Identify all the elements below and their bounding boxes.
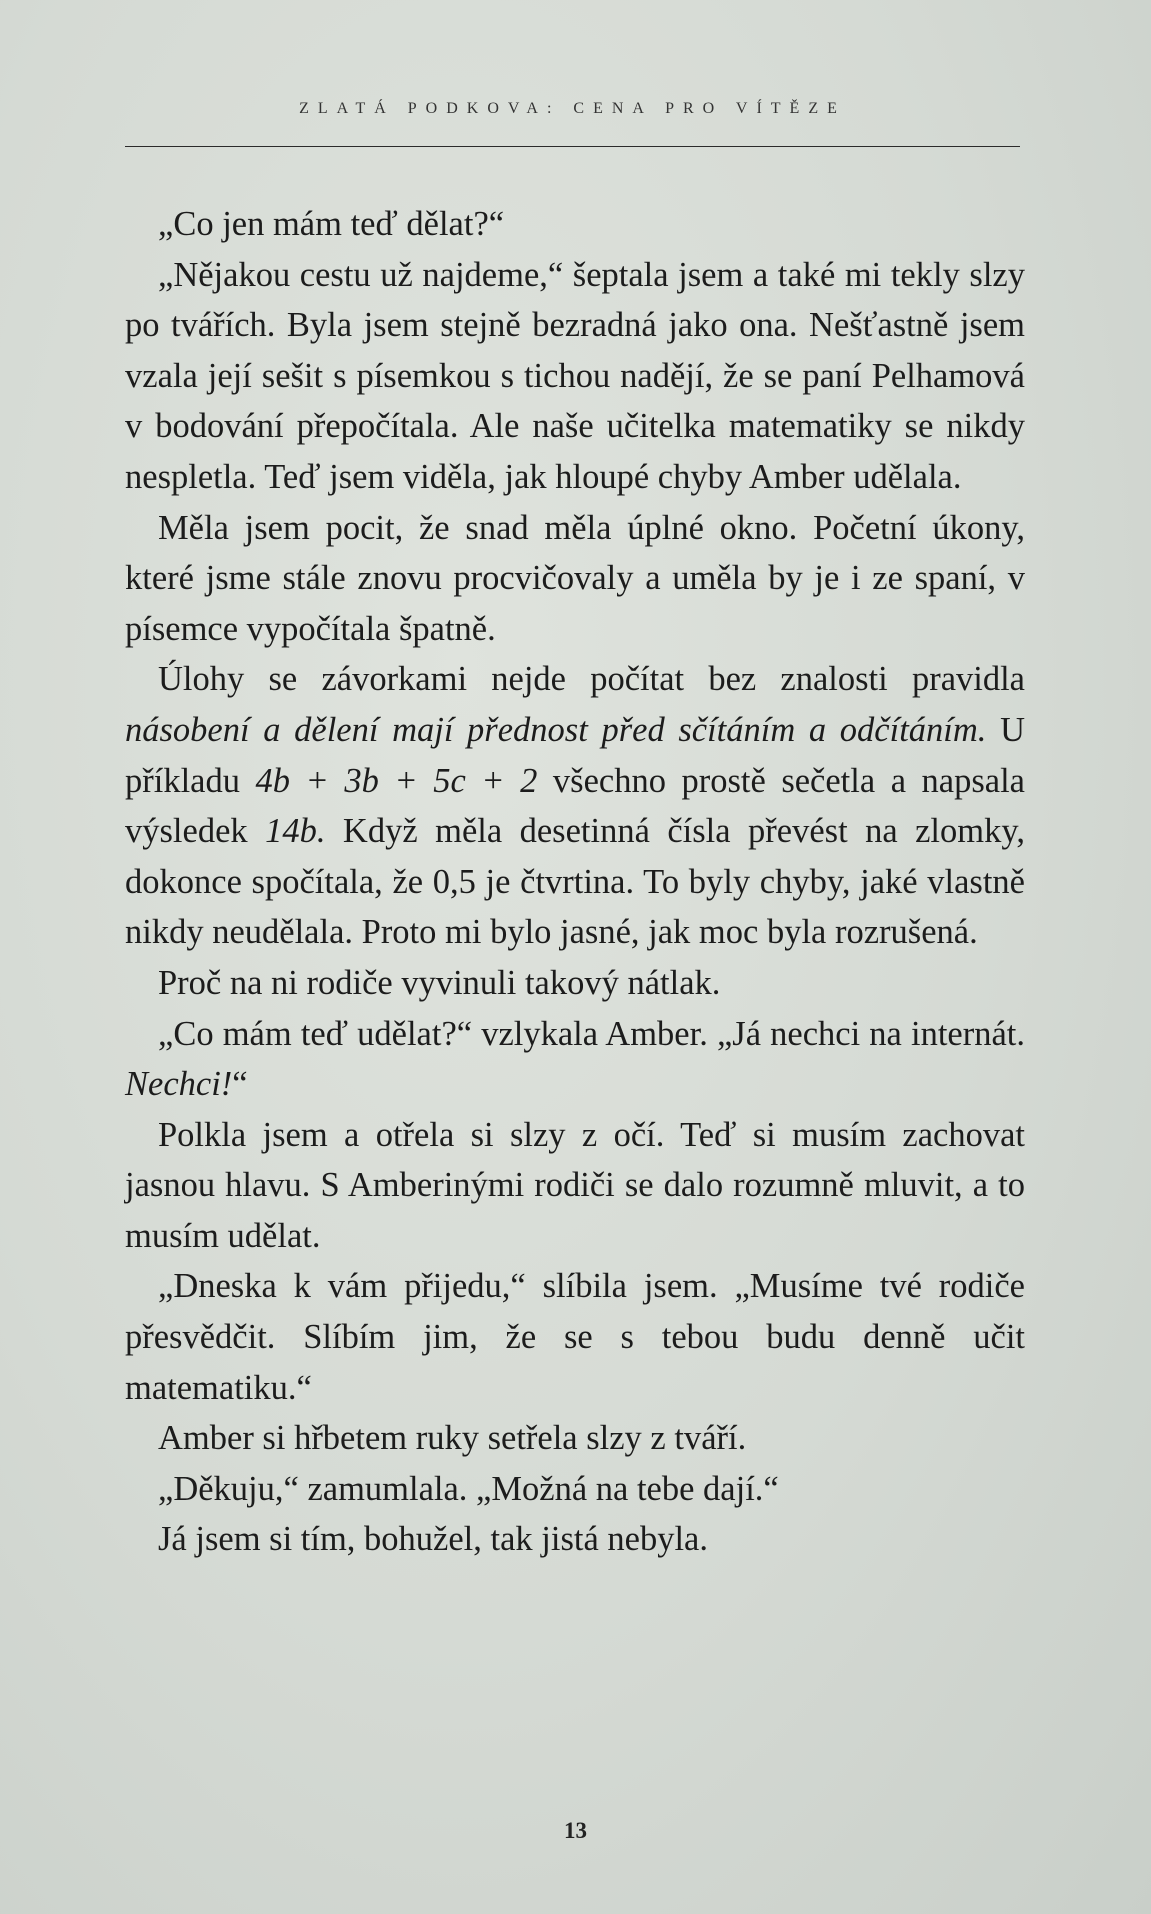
paragraph-4-text-a: Úlohy se závorkami nejde počítat bez znalosti pravidla <box>158 660 1025 699</box>
paragraph-7: Polkla jsem a otřela si slzy z očí. Teď si musím zachovat jasnou hlavu. S Amberinými rodiči se dalo rozumně mluvit, a to musím udělat. <box>125 1115 1025 1255</box>
paragraph-10: „Děkuju,“ zamumlala. „Možná na tebe dají.“ <box>158 1469 779 1508</box>
paragraph-4-text-g: Když měla desetinná čísla převést na zlomky, dokonce spočítala, že 0,5 je čtvrtina. To byly chyby, jaké vlastně nikdy neudělala. Proto mi bylo jasné, jak moc byla rozrušená. <box>125 812 1025 952</box>
paragraph-9: Amber si hřbetem ruky setřela slzy z tváří. <box>158 1419 747 1458</box>
page-number: 13 <box>564 1818 587 1843</box>
paragraph-6-text-a: „Co mám teď udělat?“ vzlykala Amber. „Já nechci na internát. <box>158 1014 1025 1053</box>
body-text <box>125 199 1025 1565</box>
paragraph-4 <box>125 654 1025 958</box>
header-rule <box>125 146 1020 147</box>
paragraph-6 <box>125 1009 1025 1110</box>
paragraph-4-text-c: U příkladu <box>125 710 1025 800</box>
paragraph-11: Já jsem si tím, bohužel, tak jistá nebyla. <box>158 1520 708 1559</box>
paragraph-6-italic: Nechci! <box>125 1065 233 1104</box>
paragraph-4-expression: 4b + 3b + 5c + 2 <box>255 761 538 800</box>
paragraph-4-text-e: všechno prostě sečetla a napsala výsledek <box>125 761 1025 851</box>
paragraph-4-rule-italic: násobení a dělení mají přednost před sčítáním a odčítáním. <box>125 710 987 749</box>
paragraph-1: „Co jen mám teď dělat?“ <box>158 205 505 243</box>
paragraph-3: Měla jsem pocit, že snad měla úplné okno. Početní úkony, které jsme stále znovu procvičovaly a uměla by je i ze spaní, v písemce vypočítala špatně. <box>125 508 1025 648</box>
paragraph-4-result: 14b. <box>265 812 326 851</box>
paragraph-8: „Dneska k vám přijedu,“ slíbila jsem. „Musíme tvé rodiče přesvědčit. Slíbím jim, že se s tebou budu denně učit matematiku.“ <box>125 1267 1025 1407</box>
paragraph-2: „Nějakou cestu už najdeme,“ šeptala jsem a také mi tekly slzy po tvářích. Byla jsem stejně bezradná jako ona. Nešťastně jsem vzala její sešit s písemkou s tichou nadějí, že se paní Pelhamová v bodování přepočítala. Ale naše učitelka matematiky se nikdy nespletla. Teď jsem viděla, jak hloupé chyby Amber udělala. <box>125 255 1025 496</box>
running-title: ZLATÁ PODKOVA: CENA PRO VÍTĚZE <box>299 100 846 117</box>
paragraph-6-text-c: “ <box>232 1065 248 1104</box>
paragraph-5: Proč na ni rodiče vyvinuli takový nátlak. <box>158 963 721 1002</box>
